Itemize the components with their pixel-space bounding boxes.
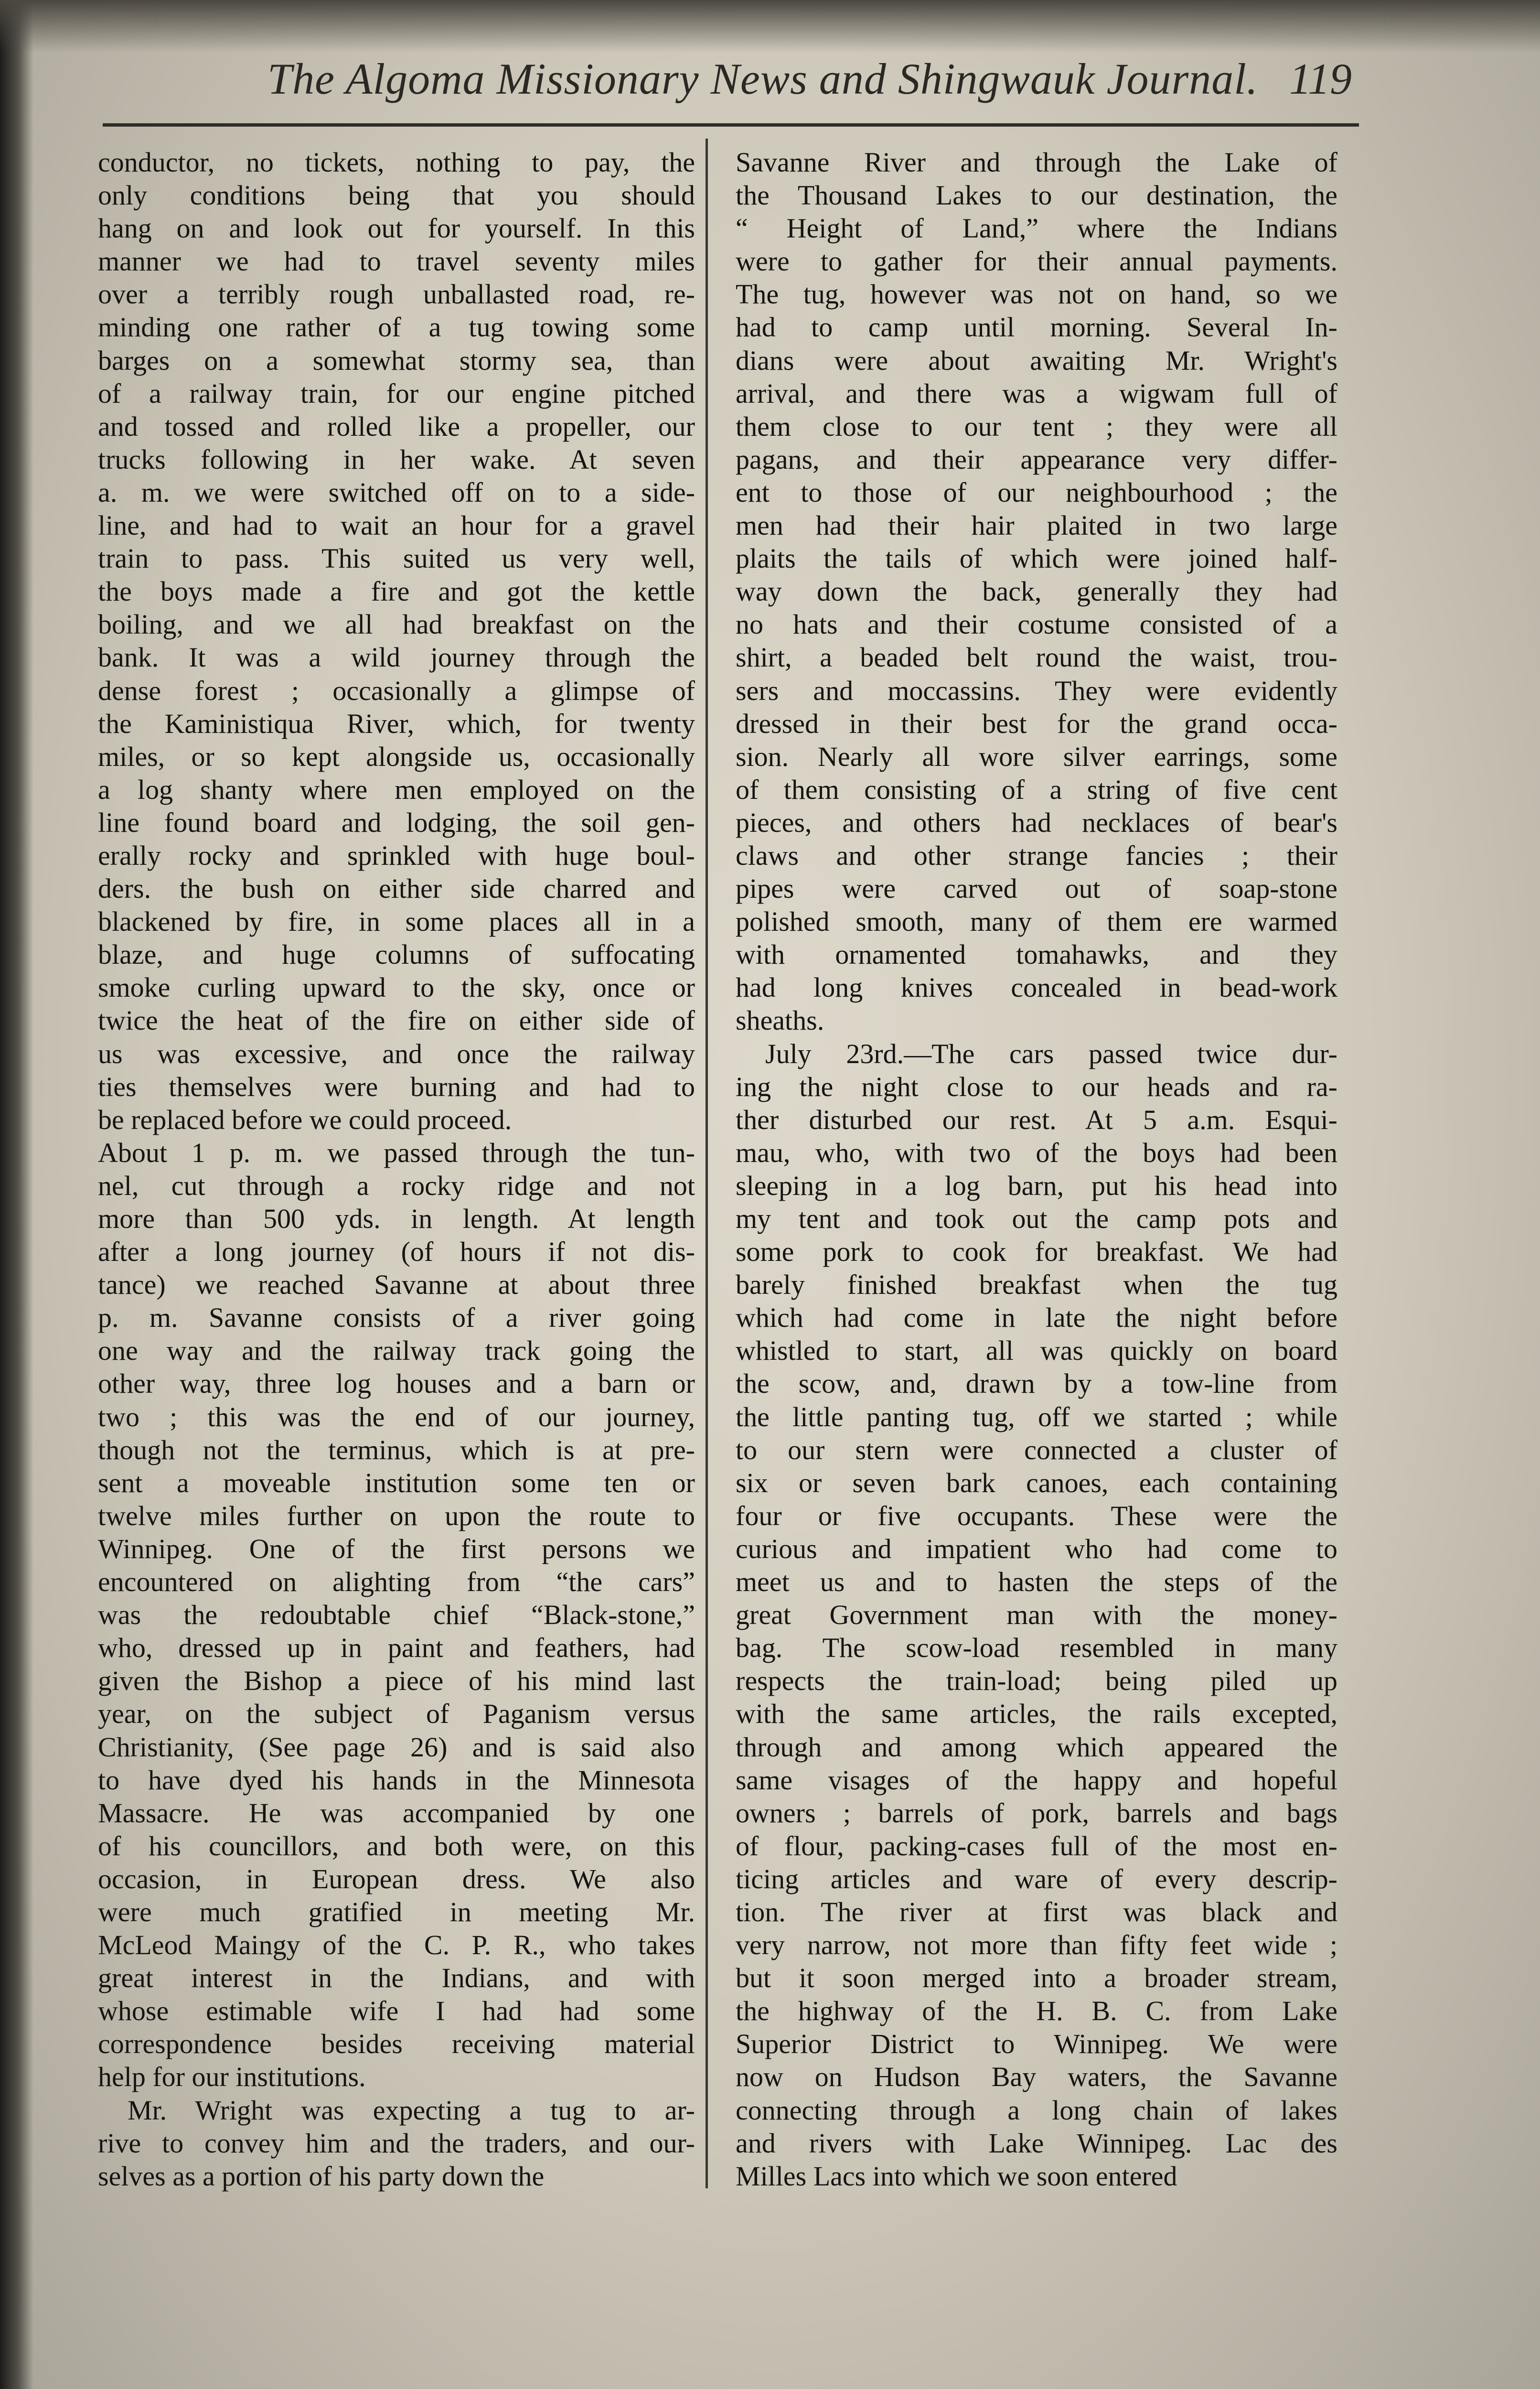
text-line: ticing articles and ware of every descrip- (736, 1863, 1337, 1894)
text-line: sheaths. (736, 1005, 824, 1036)
text-line: and tossed and rolled like a propeller, our (98, 410, 695, 442)
text-line: barely finished breakfast when the tug (736, 1269, 1337, 1301)
text-line: two ; this was the end of our journey, (98, 1401, 695, 1432)
text-line: way down the back, generally they had (736, 576, 1337, 607)
left-column (98, 146, 695, 2193)
text-line: Mr. Wright was expecting a tug to ar- (128, 2094, 695, 2126)
text-line: no hats and their costume consisted of a (736, 609, 1337, 640)
text-line: of them consisting of a string of five cent (736, 774, 1337, 805)
text-line: had to camp until morning. Several In- (736, 312, 1337, 343)
text-line: same visages of the happy and hopeful (736, 1764, 1337, 1796)
text-line: sers and moccassins. They were evidently (736, 675, 1337, 706)
text-line: tion. The river at first was black and (736, 1896, 1337, 1927)
text-line: over a terribly rough unballasted road, re- (98, 279, 695, 310)
text-line: whose estimable wife I had had some (98, 1995, 695, 2027)
text-line: them close to our tent ; they were all (736, 410, 1337, 442)
text-line: men had their hair plaited in two large (736, 510, 1337, 541)
text-line: curious and impatient who had come to (736, 1533, 1337, 1564)
text-line: other way, three log houses and a barn or (98, 1368, 695, 1399)
text-line: trucks following in her wake. At seven (98, 443, 695, 475)
text-line: polished smooth, many of them ere warmed (736, 906, 1337, 937)
text-line: McLeod Maingy of the C. P. R., who takes (98, 1929, 695, 1961)
text-line: help for our institutions. (98, 2061, 366, 2093)
text-line: of flour, packing-cases full of the most en- (736, 1830, 1337, 1862)
text-line: Superior District to Winnipeg. We were (736, 2028, 1337, 2060)
text-line: to our stern were connected a cluster of (736, 1434, 1337, 1465)
scan-shadow-top (0, 0, 1540, 53)
journal-title: The Algoma Missionary News and Shingwauk Journal. (267, 54, 1258, 103)
text-line: owners ; barrels of pork, barrels and bags (736, 1797, 1337, 1829)
text-line: “ Height of Land,” where the Indians (736, 213, 1337, 244)
page-number: 119 (1289, 54, 1352, 103)
text-line: correspondence besides receiving material (98, 2028, 695, 2060)
text-line: great interest in the Indians, and with (98, 1962, 695, 1994)
text-line: About 1 p. m. we passed through the tun- (98, 1137, 695, 1168)
text-line: and rivers with Lake Winnipeg. Lac des (736, 2127, 1337, 2159)
text-line: but it soon merged into a broader stream, (736, 1962, 1337, 1994)
text-line: through and among which appeared the (736, 1731, 1337, 1763)
text-line: barges on a somewhat stormy sea, than (98, 344, 695, 376)
text-line: the boys made a fire and got the kettle (98, 576, 695, 607)
text-line: ent to those of our neighbourhood ; the (736, 476, 1337, 508)
text-line: ing the night close to our heads and ra- (736, 1071, 1337, 1102)
text-line: manner we had to travel seventy miles (98, 246, 695, 277)
text-line: the Thousand Lakes to our destination, the (736, 180, 1337, 211)
text-line: great Government man with the money- (736, 1599, 1337, 1631)
text-line: a. m. we were switched off on to a side- (98, 476, 695, 508)
text-line: Savanne River and through the Lake of (736, 147, 1337, 178)
text-line: now on Hudson Bay waters, the Savanne (736, 2061, 1337, 2093)
column-divider (706, 139, 708, 2188)
text-line: bank. It was a wild journey through the (98, 642, 695, 673)
text-line: dians were about awaiting Mr. Wright's (736, 344, 1337, 376)
text-line: which had come in late the night before (736, 1302, 1337, 1334)
text-line: bag. The scow-load resembled in many (736, 1632, 1337, 1664)
text-line: six or seven bark canoes, each containing (736, 1467, 1337, 1498)
text-line: pipes were carved out of soap-stone (736, 873, 1337, 904)
text-line: meet us and to hasten the steps of the (736, 1566, 1337, 1598)
text-line: conductor, no tickets, nothing to pay, the (98, 147, 695, 178)
text-line: shirt, a beaded belt round the waist, trou- (736, 642, 1337, 673)
text-line: miles, or so kept alongside us, occasionally (98, 741, 695, 772)
text-line: of his councillors, and both were, on this (98, 1830, 695, 1862)
text-line: were to gather for their annual payments. (736, 246, 1337, 277)
header-rule (103, 123, 1359, 127)
text-line: the Kaministiqua River, which, for twenty (98, 708, 695, 739)
text-line: Massacre. He was accompanied by one (98, 1797, 695, 1829)
text-line: with ornamented tomahawks, and they (736, 939, 1337, 970)
text-line: of a railway train, for our engine pitched (98, 377, 695, 409)
text-line: blackened by fire, in some places all in a (98, 906, 695, 937)
text-line: mau, who, with two of the boys had been (736, 1137, 1337, 1168)
text-line: pagans, and their appearance very differ- (736, 443, 1337, 475)
text-line: erally rocky and sprinkled with huge boul- (98, 839, 695, 871)
text-line: my tent and took out the camp pots and (736, 1203, 1337, 1234)
text-line: only conditions being that you should (98, 180, 695, 211)
scan-shadow-left (0, 0, 33, 2389)
text-line: us was excessive, and once the railway (98, 1038, 695, 1069)
text-line: smoke curling upward to the sky, once or (98, 972, 695, 1003)
text-line: Milles Lacs into which we soon entered (736, 2160, 1177, 2192)
text-line: more than 500 yds. in length. At length (98, 1203, 695, 1234)
text-line: twice the heat of the fire on either side of (98, 1005, 695, 1036)
text-line: train to pass. This suited us very well, (98, 543, 695, 574)
text-line: sent a moveable institution some ten or (98, 1467, 695, 1498)
text-line: was the redoubtable chief “Black-stone,” (98, 1599, 695, 1631)
text-line: arrival, and there was a wigwam full of (736, 377, 1337, 409)
text-line: whistled to start, all was quickly on board (736, 1335, 1337, 1367)
text-line: sion. Nearly all wore silver earrings, some (736, 741, 1337, 772)
text-line: boiling, and we all had breakfast on the (98, 609, 695, 640)
text-line: sleeping in a log barn, put his head into (736, 1170, 1337, 1201)
text-line: tance) we reached Savanne at about three (98, 1269, 695, 1301)
text-line: p. m. Savanne consists of a river going (98, 1302, 695, 1334)
text-line: had long knives concealed in bead-work (736, 972, 1337, 1003)
text-line: Christianity, (See page 26) and is said also (98, 1731, 695, 1763)
text-line: were much gratified in meeting Mr. (98, 1896, 695, 1927)
text-line: hang on and look out for yourself. In this (98, 213, 695, 244)
text-line: line, and had to wait an hour for a gravel (98, 510, 695, 541)
text-line: given the Bishop a piece of his mind last (98, 1665, 695, 1697)
text-line: encountered on alighting from “the cars” (98, 1566, 695, 1598)
text-line: occasion, in European dress. We also (98, 1863, 695, 1894)
text-line: the little panting tug, off we started ; while (736, 1401, 1337, 1432)
text-line: to have dyed his hands in the Minnesota (98, 1764, 695, 1796)
text-line: dressed in their best for the grand occa- (736, 708, 1337, 739)
text-line: pieces, and others had necklaces of bear's (736, 807, 1337, 838)
text-line: The tug, however was not on hand, so we (736, 279, 1337, 310)
text-line: line found board and lodging, the soil gen- (98, 807, 695, 838)
text-line: very narrow, not more than fifty feet wide ; (736, 1929, 1337, 1961)
text-line: respects the train-load; being piled up (736, 1665, 1337, 1697)
text-line: selves as a portion of his party down the (98, 2160, 545, 2192)
text-line: ties themselves were burning and had to (98, 1071, 695, 1102)
right-column (736, 146, 1337, 2193)
text-line: ders. the bush on either side charred and (98, 873, 695, 904)
text-line: a log shanty where men employed on the (98, 774, 695, 805)
text-line: some pork to cook for breakfast. We had (736, 1236, 1337, 1268)
text-line: be replaced before we could proceed. (98, 1104, 512, 1135)
text-line: who, dressed up in paint and feathers, had (98, 1632, 695, 1664)
text-line: the highway of the H. B. C. from Lake (736, 1995, 1337, 2027)
text-line: July 23rd.—The cars passed twice dur- (765, 1038, 1337, 1069)
text-line: connecting through a long chain of lakes (736, 2094, 1337, 2126)
text-line: minding one rather of a tug towing some (98, 312, 695, 343)
text-line: after a long journey (of hours if not dis- (98, 1236, 695, 1268)
text-line: Winnipeg. One of the first persons we (98, 1533, 695, 1564)
text-line: ther disturbed our rest. At 5 a.m. Esqui- (736, 1104, 1337, 1135)
text-line: the scow, and, drawn by a tow-line from (736, 1368, 1337, 1399)
text-line: four or five occupants. These were the (736, 1500, 1337, 1531)
running-header (267, 45, 1352, 112)
text-line: with the same articles, the rails excepted, (736, 1698, 1337, 1730)
text-line: rive to convey him and the traders, and our- (98, 2127, 695, 2159)
text-line: claws and other strange fancies ; their (736, 839, 1337, 871)
text-line: nel, cut through a rocky ridge and not (98, 1170, 695, 1201)
text-line: blaze, and huge columns of suffocating (98, 939, 695, 970)
text-line: twelve miles further on upon the route to (98, 1500, 695, 1531)
text-line: though not the terminus, which is at pre- (98, 1434, 695, 1465)
text-line: one way and the railway track going the (98, 1335, 695, 1367)
text-line: dense forest ; occasionally a glimpse of (98, 675, 695, 706)
text-line: plaits the tails of which were joined half- (736, 543, 1337, 574)
text-line: year, on the subject of Paganism versus (98, 1698, 695, 1730)
